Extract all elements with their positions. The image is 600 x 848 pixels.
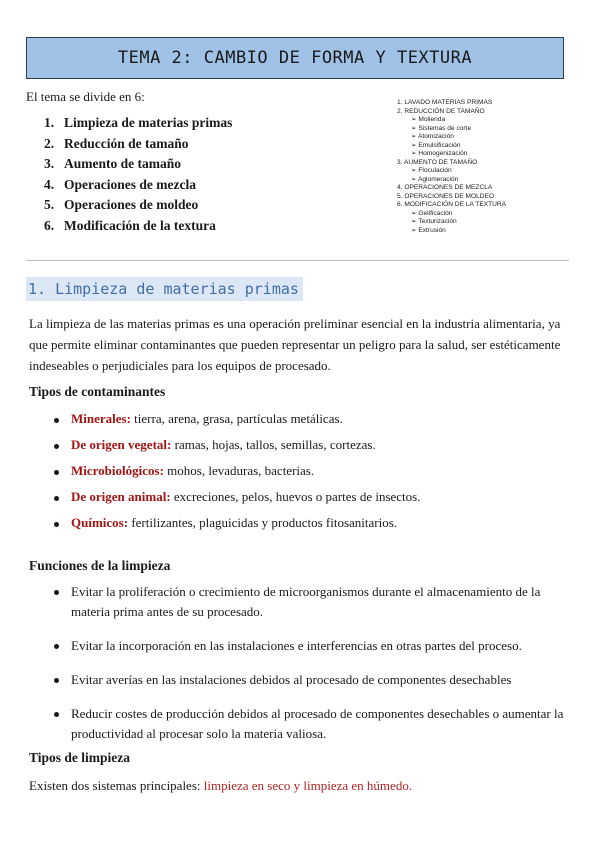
list-item: Evitar averías en las instalaciones debidos al procesado de componentes desechables [54,670,569,690]
toc-item: 4. Operaciones de mezcla [44,176,196,192]
list-item: Minerales: tierra, arena, grasa, partículas metálicas. [54,410,420,436]
outline-line: ➢ Sistemas de corte [411,124,472,132]
dry-cleaning-term: limpieza en seco [203,778,291,793]
outline-line: ➢ Homogenización [411,150,468,157]
outline-line: ➢ Extrusión [411,226,446,234]
outline-line: 4. OPERACIONES DE MEZCLA [397,184,493,191]
outline-line: 6. MODIFICACIÓN DE LA TEXTURA [397,201,507,208]
outline-image [397,99,577,235]
outline-line: ➢ Atomización [411,133,454,140]
outline-line: ➢ Texturización [411,218,457,225]
list-item: Microbiológicos: mohos, levaduras, bacterias. [54,462,420,488]
list-item: Reducir costes de producción debidos al procesado de componentes desechables o aumentar la productividad al procesar solo la materia valiosa. [54,704,569,744]
table-of-contents [44,113,232,236]
cleaning-types-heading: Tipos de limpieza [29,750,131,765]
section-paragraph: La limpieza de las materias primas es una operación preliminar esencial en la industria alimentaria, ya que permite eliminar contaminantes que pueden representar un peligro para la salud, ser estéticamente indeseables o perjudiciales para los equipos de procesado. [29,316,561,373]
toc-item: 6. Modificación de la textura [44,217,216,233]
outline-line: ➢ Gelificación [411,209,453,217]
outline-line: ➢ Molienda [411,116,446,123]
toc-item: 3. Aumento de tamaño [44,156,181,171]
toc-item: 1. Limpieza de materias primas [44,115,233,130]
toc-item: 5. Operaciones de moldeo [44,197,199,212]
outline-line: 1. LAVADO MATERIAS PRIMAS [397,99,493,106]
functions-list [54,582,569,758]
list-item: Evitar la incorporación en las instalaciones e interferencias en otras partes del proceso. [54,636,569,656]
contaminants-list [54,410,420,540]
functions-heading: Funciones de la limpieza [29,558,171,573]
outline-line: ➢ Aglomeración [411,175,459,183]
outline-line: ➢ Emulsificación [411,141,461,149]
cleaning-types-text: Existen dos sistemas principales: limpieza en seco y limpieza en húmedo. [29,778,413,793]
list-item: Químicos: fertilizantes, plaguicidas y productos fitosanitarios. [54,514,420,540]
outline-line: 3. AUMENTO DE TAMAÑO [397,158,478,166]
list-item: De origen vegetal: ramas, hojas, tallos, semillas, cortezas. [54,436,420,462]
toc-item: 2. Reducción de tamaño [44,135,189,151]
wet-cleaning-term: limpieza en húmedo [303,778,409,793]
list-item: De origen animal: excreciones, pelos, huevos o partes de insectos. [54,488,420,514]
outline-line: 2. REDUCCIÓN DE TAMAÑO [397,107,485,115]
outline-line: 5. OPERACIONES DE MOLDEO [397,192,495,200]
intro-text: El tema se divide en 6: [26,89,145,104]
list-item: Evitar la proliferación o crecimiento de microorganismos durante el almacenamiento de la materia prima antes de su procesado. [54,582,569,622]
page-title-box [26,37,564,79]
section-divider [26,260,569,261]
page-title: TEMA 2: CAMBIO DE FORMA Y TEXTURA [117,48,473,68]
contaminants-heading: Tipos de contaminantes [29,384,166,399]
section-heading: 1. Limpieza de materias primas [26,277,303,301]
outline-line: ➢ Floculación [411,167,452,174]
